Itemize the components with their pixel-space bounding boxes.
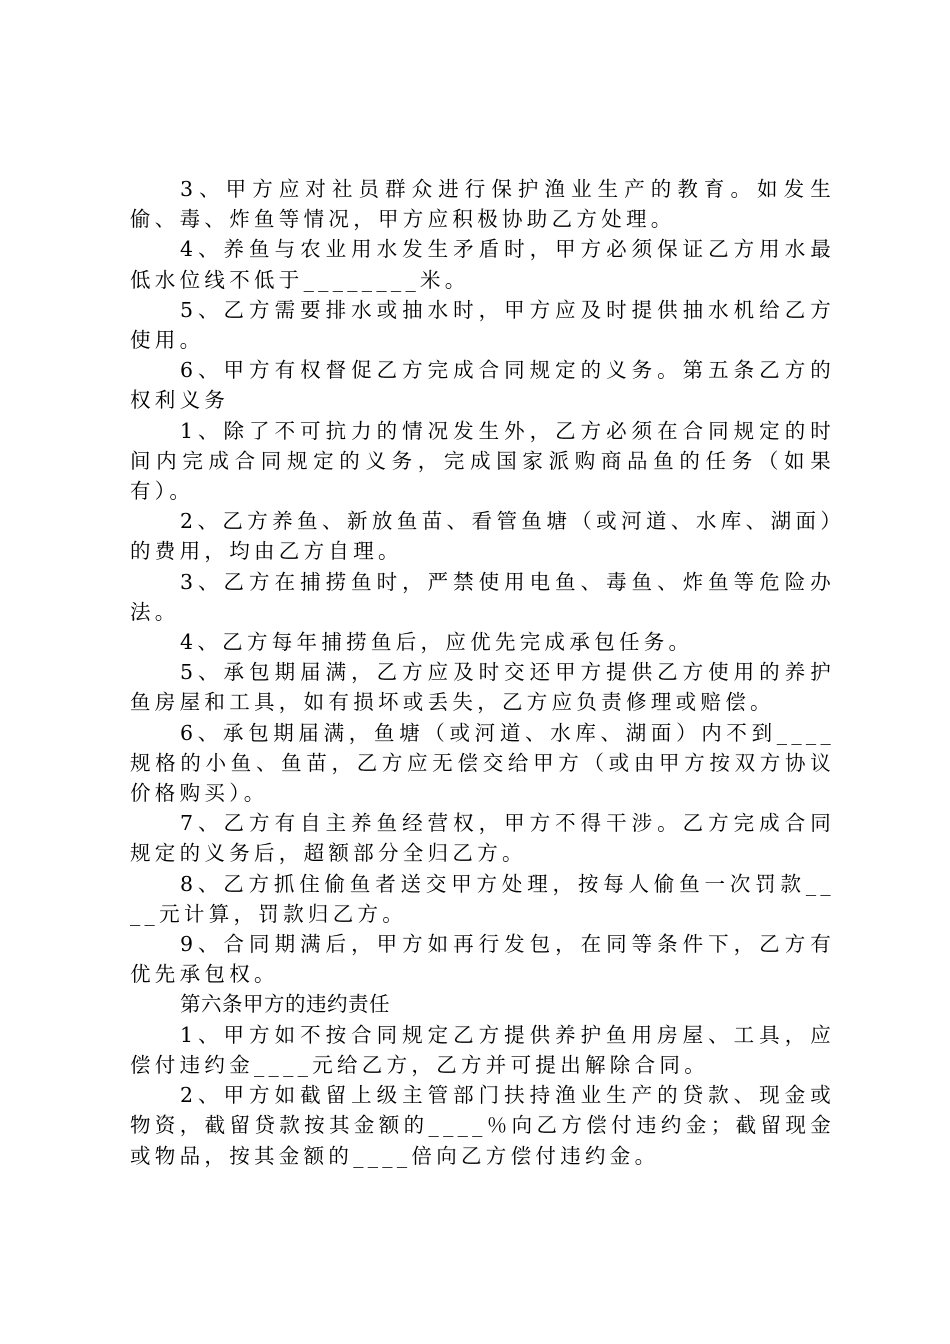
paragraph-party-b-5: 5、承包期届满，乙方应及时交还甲方提供乙方使用的养护鱼房屋和工具，如有损坏或丢失，乙方应负责修理或赔偿。 — [130, 660, 835, 715]
paragraph-breach-1: 1、甲方如不按合同规定乙方提供养护鱼用房屋、工具，应偿付违约金____元给乙方，乙方并可提出解除合同。 — [130, 1022, 835, 1077]
paragraph-party-b-9: 9、合同期满后，甲方如再行发包，在同等条件下，乙方有优先承包权。 — [130, 932, 835, 987]
paragraph-clause-6: 6、甲方有权督促乙方完成合同规定的义务。第五条乙方的权利义务 — [130, 358, 835, 413]
paragraph-clause-3: 3、甲方应对社员群众进行保护渔业生产的教育。如发生偷、毒、炸鱼等情况，甲方应积极协助乙方处理。 — [130, 177, 835, 232]
paragraph-party-b-1: 1、除了不可抗力的情况发生外，乙方必须在合同规定的时间内完成合同规定的义务，完成国家派购商品鱼的任务（如果有）。 — [130, 418, 835, 504]
paragraph-party-b-8: 8、乙方抓住偷鱼者送交甲方处理，按每人偷鱼一次罚款____元计算，罚款归乙方。 — [130, 871, 835, 926]
paragraph-clause-5: 5、乙方需要排水或抽水时，甲方应及时提供抽水机给乙方使用。 — [130, 297, 835, 353]
paragraph-party-b-7: 7、乙方有自主养鱼经营权，甲方不得干涉。乙方完成合同规定的义务后，超额部分全归乙方。 — [130, 811, 835, 866]
document-page — [130, 174, 835, 1171]
paragraph-party-b-4: 4、乙方每年捕捞鱼后，应优先完成承包任务。 — [180, 630, 694, 655]
paragraph-breach-2: 2、甲方如截留上级主管部门扶持渔业生产的贷款、现金或物资，截留贷款按其金额的____％向乙方偿付违约金；截留现金或物品，按其金额的____倍向乙方偿付违约金。 — [130, 1083, 835, 1168]
paragraph-party-b-3: 3、乙方在捕捞鱼时，严禁使用电鱼、毒鱼、炸鱼等危险办法。 — [130, 569, 835, 624]
section-heading-article-6: 第六条甲方的违约责任 — [180, 992, 390, 1017]
paragraph-party-b-6: 6、承包期届满，鱼塘（或河道、水库、湖面）内不到____规格的小鱼、鱼苗，乙方应无偿交给甲方（或由甲方按双方协议价格购买）。 — [130, 720, 835, 806]
paragraph-clause-4: 4、养鱼与农业用水发生矛盾时，甲方必须保证乙方用水最低水位线不低于________米。 — [130, 237, 835, 292]
paragraph-party-b-2: 2、乙方养鱼、新放鱼苗、看管鱼塘（或河道、水库、湖面）的费用，均由乙方自理。 — [130, 509, 835, 564]
